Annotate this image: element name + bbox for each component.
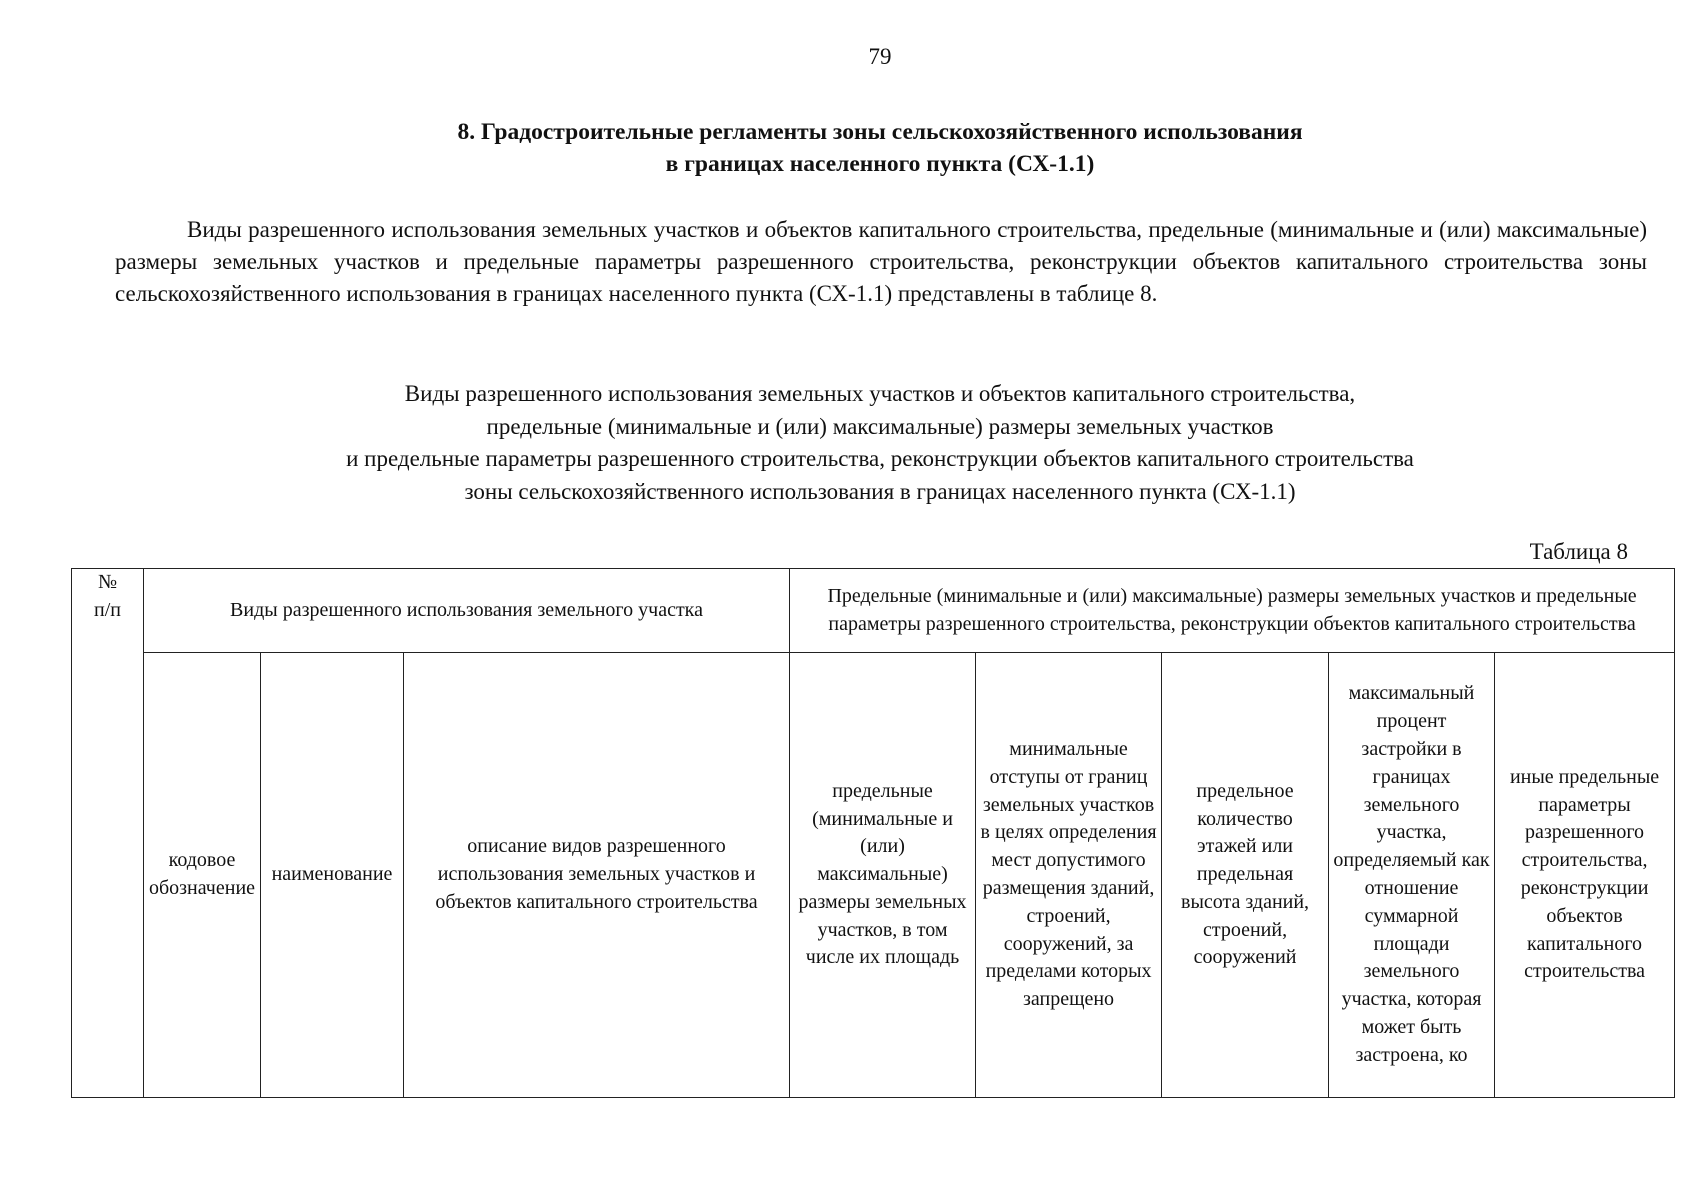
header-coverage: максимальный процент застройки в границах земельного участка, определяемый как отношение суммарной площади земельного участка, которая может быть застроена, ко <box>1329 653 1495 1098</box>
header-other: иные предельные параметры разрешенного строительства, реконструкции объектов капитального строительства <box>1495 653 1675 1098</box>
intro-paragraph: Виды разрешенного использования земельных участков и объектов капитального строительства, предельные (минимальные и (или) максимальные) размеры земельных участков и предельные параметры разрешенного строительства, реконструкции объектов капитального строительства зоны сельскохозяйственного использования в границах населенного пункта (СХ-1.1) представлены в таблице 8. <box>115 217 1647 306</box>
section-heading-line-2: в границах населенного пункта (СХ-1.1) <box>665 151 1095 177</box>
header-description: описание видов разрешенного использования земельных участков и объектов капитального строительства <box>404 653 790 1098</box>
page-number: 79 <box>868 44 892 69</box>
header-number <box>72 569 144 1098</box>
section-heading-line-1: 8. Градостроительные регламенты зоны сельскохозяйственного использования <box>457 119 1303 145</box>
header-name: наименование <box>261 653 404 1098</box>
table-header-row-2 <box>72 653 1675 1098</box>
header-number-line-1: № <box>97 571 118 593</box>
header-floors: предельное количество этажей или предельная высота зданий, строений, сооружений <box>1162 653 1329 1098</box>
table-caption-line-3: и предельные параметры разрешенного строительства, реконструкции объектов капитального строительства <box>346 446 1414 471</box>
header-setbacks: минимальные отступы от границ земельных участков в целях определения мест допустимого размещения зданий, строений, сооружений, за пределами которых запрещено <box>976 653 1162 1098</box>
table-caption-line-1: Виды разрешенного использования земельных участков и объектов капитального строительства, <box>404 381 1356 406</box>
header-number-line-2: п/п <box>94 598 121 621</box>
table-caption-line-2: предельные (минимальные и (или) максимальные) размеры земельных участков <box>486 413 1274 439</box>
table-header-row-1 <box>72 569 1675 653</box>
table-caption <box>0 378 1697 508</box>
table-caption-line-4: зоны сельскохозяйственного использования в границах населенного пункта (СХ-1.1) <box>464 478 1296 504</box>
table-label: Таблица 8 <box>1529 539 1628 564</box>
regulations-table <box>71 568 1675 1098</box>
header-usage-group: Виды разрешенного использования земельного участка <box>144 569 790 653</box>
header-code: кодовое обозначение <box>144 653 261 1098</box>
header-limits-group: Предельные (минимальные и (или) максимальные) размеры земельных участков и предельные параметры разрешенного строительства, реконструкции объектов капитального строительства <box>790 569 1675 653</box>
section-heading <box>0 116 1697 180</box>
header-plot-size: предельные (минимальные и (или) максимальные) размеры земельных участков, в том числе их площадь <box>790 653 976 1098</box>
